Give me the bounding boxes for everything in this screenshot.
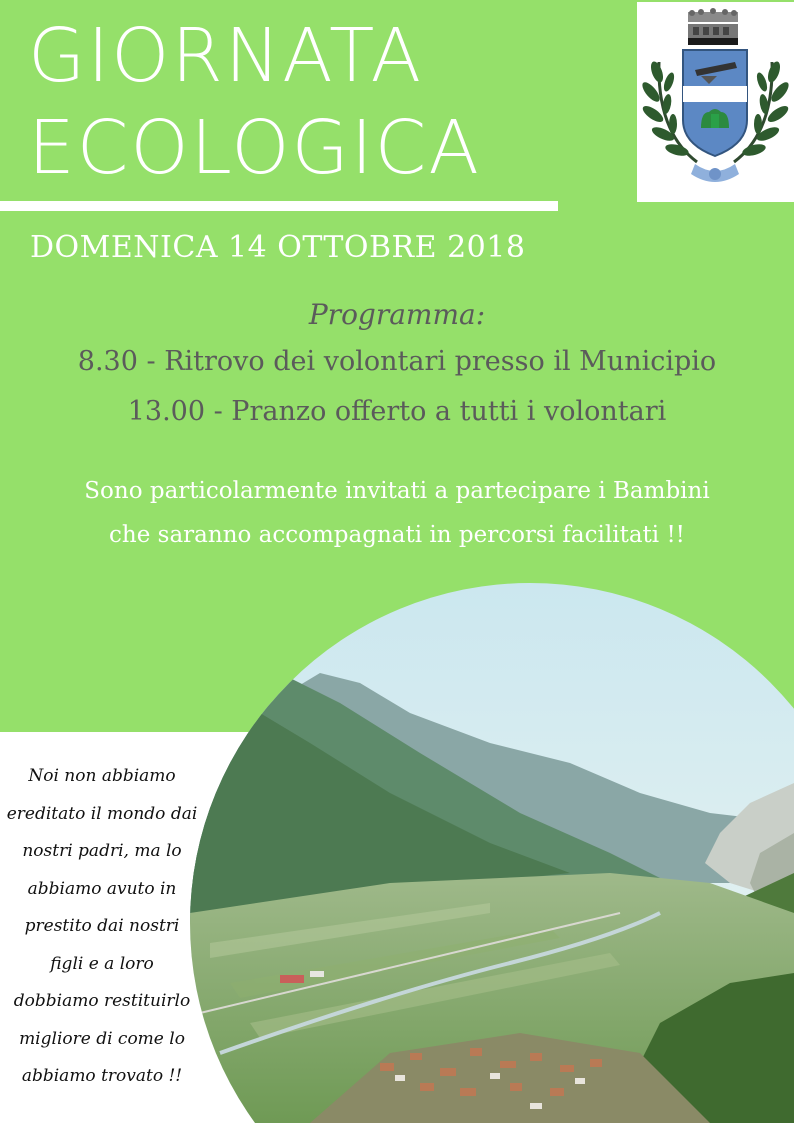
title-line-1: GIORNATA [28,13,424,99]
program-heading: Programma: [308,298,486,331]
valley-landscape-photo [190,583,794,1123]
invite-line-1: Sono particolarmente invitati a partecipare i Bambini [84,478,710,504]
program-item-meeting: 8.30 - Ritrovo dei volontari presso il Municipio [77,346,717,377]
title-line-2: ECOLOGICA [28,105,481,191]
crest-icon [637,2,794,202]
quote-text [6,758,198,1096]
coat-of-arms-image [637,2,794,202]
quote-line: dobbiamo restituirlo [13,991,191,1011]
quote-line: figli e a loro [50,953,154,974]
poster-title [28,10,481,194]
quote-line: migliore di come lo [19,1028,185,1049]
quote-line: prestito dai nostri [24,916,180,936]
invite-line-2: che saranno accompagnati in percorsi facilitati !! [109,522,685,548]
quote-line: abbiamo avuto in [27,878,177,899]
title-underline-divider [0,201,558,211]
quote-line: Noi non abbiamo [28,766,176,786]
quote-line: ereditato il mondo dai [6,803,198,824]
quote-line: abbiamo trovato !! [21,1066,183,1086]
quote-line: nostri padri, ma lo [22,841,182,861]
program-item-lunch: 13.00 - Pranzo offerto a tutti i volontari [127,396,667,427]
event-date: DOMENICA 14 OTTOBRE 2018 [30,230,526,265]
